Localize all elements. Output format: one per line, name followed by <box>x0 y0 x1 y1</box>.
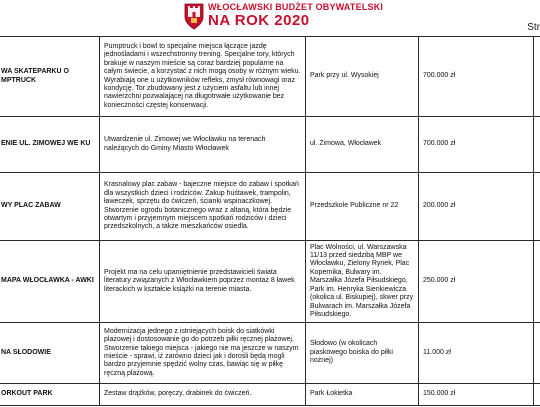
document-header <box>0 0 540 36</box>
project-location: Przedszkole Publiczne nr 22 <box>306 173 419 241</box>
table-row <box>0 241 540 323</box>
project-description: Utwardzenie ul. Zimowej we Włocławku na terenach należących do Gminy Miasto Włocławek <box>100 117 306 173</box>
project-cost: 700.000 zł <box>419 117 534 173</box>
project-description: Modernizacja jednego z istniejących boisk do siatkówki plażowej i dostosowanie go do potrzeb piłki ręcznej plażowej. Stworzenie takiego miejsca - jakiego nie ma jeszcze w naszym mieście - sprawi, iż zarówno dzieci jak i dorośli będą mogli bardzo przyjemnie spędzić wolny czas, bawiąc się w piłkę ręczną plażową. <box>100 323 306 384</box>
project-location: Park przy ul. Wysokiej <box>306 37 419 117</box>
project-name: WY PLAC ZABAW <box>0 173 100 241</box>
project-cost: 150.000 zł <box>419 384 534 406</box>
project-cost: 11.000 zł <box>419 323 534 384</box>
page-label: Str <box>527 22 540 33</box>
project-cost: 200.000 zł <box>419 173 534 241</box>
project-location: Park Łokietka <box>306 384 419 406</box>
title-line-1: WŁOCŁAWSKI BUDŻET OBYWATELSKI <box>208 2 384 12</box>
table-cell <box>534 117 540 173</box>
table-cell <box>534 173 540 241</box>
project-name: ENIE UL. ZIMOWEJ WE KU <box>0 117 100 173</box>
project-location: Plac Wolności, ul. Warszawska 11/13 przed siedzibą MBP we Włocławku, Zielony Rynek, Plac Kopernika, Bulwary im. Marszałka Józefa Piłsudskiego, Park im. Henryka Sienkiewicza (okolica ul. Biskupiej), skwer przy Bulwarach im. Marszałka Józefa Piłsudskiego. <box>306 241 419 323</box>
project-description: Zestaw drążków, poręczy, drabinek do ćwiczeń. <box>100 384 306 406</box>
project-cost: 700.000 zł <box>419 37 534 117</box>
table-row <box>0 323 540 384</box>
project-description: Pumptruck i bowl to specjalne miejsca łączące jazdę jednośladami i wszechstronny trening. Specjalne tory, których brakuje w naszym mieście są coraz bardziej popularne na całym świecie, a korzystać z nich mogą osoby w różnym wieku. Wyrabiają one u użytkowników refleks, zmysł równowagi oraz kondycję. Tor zbudowany jest z użyciem asfaltu lub innej nawierzchni pozwalającej na długotrwałe użytkowanie bez konieczności częstej konserwacji. <box>100 37 306 117</box>
project-name: NA SŁODOWIE <box>0 323 100 384</box>
project-name: MAPA WŁOCŁAWKA - AWKI <box>0 241 100 323</box>
projects-table <box>0 36 540 406</box>
wloclawek-coat-of-arms-icon <box>184 2 204 30</box>
project-description: Projekt ma na celu upamiętnienie przedstawicieli świata literatury związanych z Włocławkiem poprzez montaż 8 ławek literackich w kształcie książki na terenie miasta. <box>100 241 306 323</box>
table-row <box>0 384 540 406</box>
table-cell <box>534 323 540 384</box>
table-cell <box>534 37 540 117</box>
project-name: WA SKATEPARKU O MPTRUCK <box>0 37 100 117</box>
project-name: ORKOUT PARK <box>0 384 100 406</box>
table-row <box>0 173 540 241</box>
project-description: Krasnalowy plac zabaw - bajeczne miejsce do zabaw i spotkań dla wszystkich dzieci i rodziców. Zakup huśtawek, trampolin, ławeczek, sprzętu do ćwiczeń, ścianki wspinaczkowej. Stworzenie ogrodu botanicznego wraz z altaną, która będzie otwartym i przyjemnym miejscem spotkań rodziców i dzieci przedszkolnych, a także mieszkańców osiedla. <box>100 173 306 241</box>
project-location: ul. Zimowa, Włocławek <box>306 117 419 173</box>
table-row <box>0 117 540 173</box>
table-cell <box>534 384 540 406</box>
title-line-2: NA ROK 2020 <box>208 12 310 29</box>
table-cell <box>534 241 540 323</box>
project-location: Słodowo (w okolicach piaskowego boiska do piłki nożnej) <box>306 323 419 384</box>
project-cost: 250.000 zł <box>419 241 534 323</box>
table-row <box>0 37 540 117</box>
